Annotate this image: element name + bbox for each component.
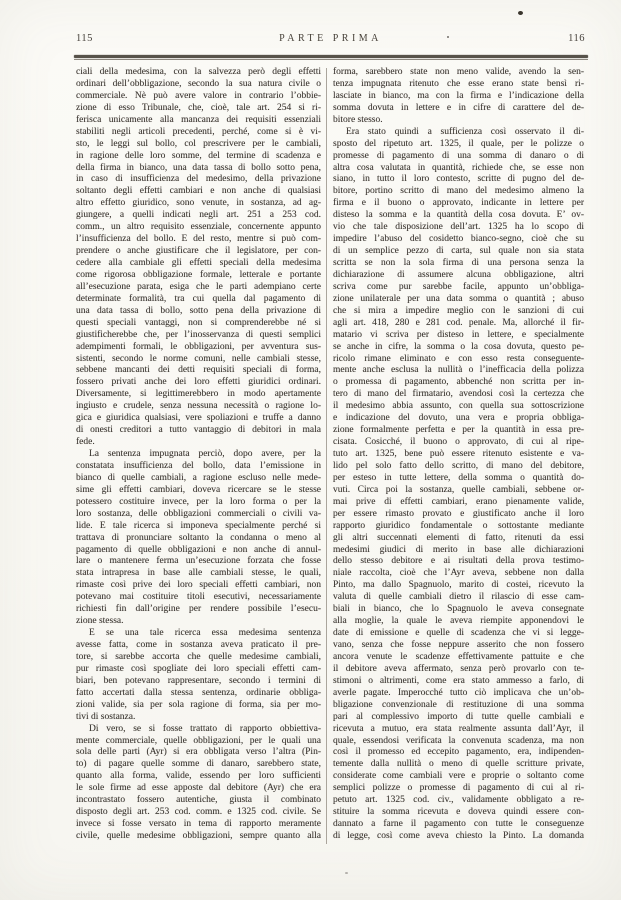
text-line: tivi di sostanza. bbox=[76, 711, 136, 722]
text-line: sola delle parti (Ayr) si era obbligata verso l’altra (Pin- bbox=[76, 747, 321, 758]
text-line: altra cosa valutata in quantità, richiede che, se esse non bbox=[333, 162, 584, 173]
text-line: rapporto giuridico fondamentale o sottostante mediante bbox=[333, 520, 584, 531]
text-line: determinate formalità, tra cui quella dal pagamento di bbox=[76, 293, 321, 304]
text-line: ricolo rimane eliminato e con esso resta conseguente- bbox=[333, 353, 584, 364]
text-line: averle pagate. Imperocché tutto ciò implicava che un’ob- bbox=[333, 687, 584, 698]
text-line: trattava di pronunciare soltanto la condanna o meno al bbox=[76, 532, 321, 543]
column-divider-rule bbox=[326, 68, 327, 844]
text-line: se anche in cifre, la somma o la cosa dovuta, questo pe- bbox=[333, 341, 584, 352]
text-line: avesse fatta, come in sostanza aveva praticato il pre- bbox=[76, 640, 321, 650]
text-line: disteso la somma e la quantità della cosa dovuta. E’ ov- bbox=[333, 210, 584, 221]
text-line: e indicazione del dovuto, una vera e propria obbliga- bbox=[333, 413, 584, 424]
ink-speck bbox=[345, 872, 348, 874]
text-line: di un semplice pezzo di carta, sul quale non sia stata bbox=[333, 246, 584, 257]
text-line: di onesti creditori a tutto vantaggio di debitori in mala bbox=[76, 425, 321, 436]
text-line: biali in bianco, che lo Spagnuolo le aveva consegnate bbox=[333, 604, 584, 615]
left-page-number: 115 bbox=[76, 33, 93, 44]
section-title: PARTE PRIMA bbox=[279, 33, 382, 44]
text-line: soltanto degli effetti cambiari e non anche di qualsiasi bbox=[76, 186, 321, 197]
text-line: Pinto, ma dallo Spagnuolo, marito di costei, ricevuto la bbox=[333, 580, 584, 591]
text-line: zione unilaterale per una data somma o quantità ; abuso bbox=[333, 293, 584, 304]
text-line: mai prive di effetti cambiari, erano pienamente valide, bbox=[333, 496, 584, 507]
text-line: mente anche esclusa la nullità o l’inefficacia della polizza bbox=[333, 365, 584, 376]
text-line: considerate come cambiali vere e proprie o soltanto come bbox=[333, 771, 584, 782]
text-line: civile, quelle medesime obbligazioni, sempre quanto alla bbox=[76, 831, 321, 841]
text-line: vano, senza che fosse neppure asserito che non fossero bbox=[333, 640, 584, 650]
text-line: gli altri succennati elementi di fatto, ritenuti da essi bbox=[333, 532, 584, 543]
text-line: promesse di pagamento di una somma di danaro o di bbox=[333, 150, 584, 161]
text-line: questi speciali vantaggi, non si comprenderebbe né si bbox=[76, 317, 321, 328]
text-line: tore, si sarebbe accorta che quelle medesime cambiali, bbox=[76, 651, 321, 662]
text-columns bbox=[76, 67, 585, 844]
text-line: stabiliti negli articoli precedenti, perché, come si è vi- bbox=[76, 126, 321, 137]
text-line: dannato a farne il pagamento con tutte le conseguenze bbox=[333, 819, 584, 830]
text-line: medesimi giudici di merito in base alle dichiarazioni bbox=[333, 544, 584, 555]
text-line: una data tassa di bollo, sotto pena della privazione di bbox=[76, 305, 321, 316]
text-line: gica e giuridica qualsiasi, vere spoliazioni e truffe a danno bbox=[76, 413, 321, 424]
text-line: loro sostanza, delle obbligazioni commerciali o civili va- bbox=[76, 508, 321, 519]
text-line: firma e il buono o approvato, indicante in lettere per bbox=[333, 198, 584, 209]
text-line: somma dovuta in lettere e in cifre di carattere del de- bbox=[333, 102, 584, 113]
page-header bbox=[76, 33, 585, 49]
text-line: per esteso in tutte lettere, della somma o quantità do- bbox=[333, 472, 584, 483]
right-text-column bbox=[333, 67, 584, 843]
text-line: alla moglie, la quale le aveva riempite apponendovi le bbox=[333, 616, 584, 627]
text-line: bitore, portino scritto di mano del medesimo almeno la bbox=[333, 186, 584, 197]
text-line: fossero privati anche dei loro effetti giuridici ordinari. bbox=[76, 377, 321, 388]
text-line: bitore stesso. bbox=[333, 114, 383, 125]
text-line: all’esecuzione parata, esiga che le parti adempiano certe bbox=[76, 281, 321, 292]
text-line: ordinari dell’obbligazione, secondo la sua natura civile o bbox=[76, 78, 321, 89]
text-line: sistenti, secondo le norme comuni, nelle cambiali stesse, bbox=[76, 353, 321, 364]
text-line: Diversamente, si legittimerebbero in modo apertamente bbox=[76, 389, 321, 400]
text-line: mente commerciale, quelle obbligazioni, per le quali una bbox=[76, 735, 321, 746]
text-line: in caso di insufficienza del medesimo, della privazione bbox=[76, 174, 321, 185]
text-line: rimaste così prive dei loro speciali effetti cambiari, non bbox=[76, 580, 321, 591]
text-line: date di emissione e quelle di scadenza che vi si legge- bbox=[333, 628, 584, 639]
text-line: l’insufficienza del bollo. E del resto, mentre si può com- bbox=[76, 234, 321, 245]
text-line: niale raccolta, cioè che l’Ayr aveva, sebbene non dalla bbox=[333, 568, 584, 579]
text-line: pari al complessivo importo di tutte quelle cambiali e bbox=[333, 711, 584, 722]
text-line: altro effetto giuridico, sono venute, in sostanza, ad ag- bbox=[76, 198, 321, 209]
header-rule bbox=[74, 55, 588, 60]
text-line: dichiarazione di assumere alcuna obbligazione, altri bbox=[333, 269, 584, 280]
text-line: sime gli effetti cambiari, doveva ricercare se le stesse bbox=[76, 484, 321, 495]
text-line: impedire l’abuso del cosidetto bianco-segno, cioè che su bbox=[333, 234, 584, 245]
text-line: potessero costituire invece, per la loro forma o per la bbox=[76, 496, 321, 507]
text-line: ingiusto e crudele, senza nessuna necessità o ragione lo- bbox=[76, 401, 321, 412]
text-line: temente dalla nullità o meno di quelle scritture private, bbox=[333, 759, 584, 770]
text-line: in ragione delle loro somme, del termine di scadenza e bbox=[76, 150, 321, 161]
text-line: giustificherebbe che, per l’inosservanza di questi semplici bbox=[76, 329, 321, 340]
text-line: zione stessa. bbox=[76, 616, 124, 627]
text-line: tenza impugnata ritenuto che esse erano state bensì ri- bbox=[333, 78, 584, 89]
text-line: sto, le leggi sul bollo, col prescrivere per le cambiali, bbox=[76, 138, 321, 149]
text-line: le sole firme ad esse apposte dal debitore (Ayr) che era bbox=[76, 783, 321, 794]
text-line: così il promesso ed eccepito pagamento, era, indipenden- bbox=[333, 747, 584, 758]
text-line: Di vero, se si fosse trattato di rapporto obbiettiva- bbox=[89, 723, 321, 734]
text-line: matario vi scriva per disteso in lettere, e specialmente bbox=[333, 329, 584, 340]
text-line: invece si fosse versato in tema di rapporto meramente bbox=[76, 819, 321, 830]
left-text-column bbox=[76, 67, 321, 843]
text-line: comm., un altro requisito essenziale, concernente appunto bbox=[76, 222, 321, 233]
text-line: fatto accertati dalla stessa sentenza, ordinarie obbliga- bbox=[76, 687, 321, 698]
text-line: di legge, così come aveva chiesto la Pinto. La domanda bbox=[333, 831, 584, 841]
text-line: zione formalmente perfetta e per la quantità in essa pre- bbox=[333, 425, 584, 436]
text-line: tuto art. 1325, bene può essere ritenuto esistente e va- bbox=[333, 449, 584, 459]
text-line: bligazione convenzionale di restituzione di una somma bbox=[333, 699, 584, 710]
text-line: lasciate in bianco, ma con la firma e l’indicazione della bbox=[333, 90, 584, 101]
text-line: zione di esso Tribunale, che, cioè, tale art. 254 si ri- bbox=[76, 102, 321, 113]
text-line: stimoni o altrimenti, come era stato ammesso a farlo, di bbox=[333, 675, 584, 686]
text-line: ciali della medesima, con la salvezza però degli effetti bbox=[76, 67, 321, 77]
text-line: tero di mano del firmatario, avendosi così la certezza che bbox=[333, 389, 584, 400]
text-line: prendere o anche giustificare che il legislatore, per con- bbox=[76, 246, 321, 257]
text-line: scritta se non la sola firma di una persona senza la bbox=[333, 258, 584, 268]
text-line: bianco di quelle cambiali, a ragione escluso nelle mede- bbox=[76, 472, 321, 483]
text-line: ferisca unicamente alla mancanza dei requisiti essenziali bbox=[76, 114, 321, 125]
text-line: constatata insufficienza del bollo, data l’emissione in bbox=[76, 460, 321, 471]
text-line: forma, sarebbero state non meno valide, avendo la sen- bbox=[333, 67, 584, 77]
text-line: ancora venute le scadenze effettivamente pattuite e che bbox=[333, 651, 584, 662]
text-line: commerciale. Nè può avere valore in contrario l’obbie- bbox=[76, 90, 321, 101]
text-line: quale, essendosi verificata la convenuta scadenza, ma non bbox=[333, 735, 584, 746]
text-line: lare o mantenere ferma un’esecuzione forzata che fosse bbox=[76, 556, 321, 567]
header-rule-thick bbox=[74, 55, 588, 58]
text-line: il medesimo abbia assunto, con quella sua sottoscrizione bbox=[333, 401, 584, 412]
text-line: agli art. 418, 280 e 281 cod. penale. Ma, allorché il fir- bbox=[333, 317, 584, 328]
right-page-number: 116 bbox=[568, 33, 585, 44]
text-line: cedere alla cambiale gli effetti speciali della medesima bbox=[76, 258, 321, 268]
text-line: o promessa di pagamento, abbenché non scritta per in- bbox=[333, 377, 584, 388]
text-line: ricevuta a mutuo, era stata realmente assunta dall’Ayr, il bbox=[333, 723, 584, 734]
text-line: fede. bbox=[76, 437, 95, 448]
text-line: lido pel solo fatto dello scritto, di mano del debitore, bbox=[333, 460, 584, 471]
text-line: come rigorosa obbligazione formale, letterale e portante bbox=[76, 269, 321, 280]
text-line: della firma in bianco, una data tassa di bollo sotto pena, bbox=[76, 162, 321, 173]
text-line: il debitore aveva affermato, senza però provarlo con te- bbox=[333, 663, 584, 674]
ink-speck bbox=[518, 11, 523, 15]
text-line: sposto del ripetuto art. 1325, il quale, per le polizze o bbox=[333, 138, 584, 149]
text-line: cisata. Cosicché, il buono o approvato, di cui al ripe- bbox=[333, 437, 584, 448]
text-line: potevano mai costituire titoli esecutivi, necessariamente bbox=[76, 592, 321, 603]
text-line: dello stesso debitore e ai risultati della prova testimo- bbox=[333, 556, 584, 567]
text-line: lide. E tale ricerca si imponeva specialmente perché si bbox=[76, 520, 321, 531]
text-line: zioni valide, sia per sola ragione di forma, sia per mo- bbox=[76, 699, 321, 710]
text-line: sebbene mancanti dei detti requisiti speciali di forma, bbox=[76, 365, 321, 376]
text-line: richiesti fin dall’origine per rendere possibile l’esecu- bbox=[76, 604, 321, 615]
text-line: giungere, a quelli indicati negli art. 251 a 253 cod. bbox=[76, 210, 321, 221]
text-line: adempimenti formali, le obbligazioni, per avventura sus- bbox=[76, 341, 321, 352]
text-line: siano, in tutto il loro contesto, scritte di pugno del de- bbox=[333, 174, 584, 185]
text-line: stituire la somma ricevuta e doveva quindi essere con- bbox=[333, 807, 584, 818]
text-line: per essere rimasto provato e giustificato anche il loro bbox=[333, 508, 584, 519]
text-line: Era stato quindi a sufficienza così osservato il di- bbox=[346, 126, 584, 137]
text-line: vio che tale disposizione dell’art. 1325 ha lo scopo di bbox=[333, 222, 584, 233]
text-line: vuti. Circa poi la sostanza, quelle cambiali, sebbene or- bbox=[333, 484, 584, 495]
header-rule-thin bbox=[74, 59, 588, 60]
text-line: stata intrapresa in base alle cambiali stesse, le quali, bbox=[76, 568, 321, 579]
text-line: to) di pagare quelle somme di danaro, sarebbero state, bbox=[76, 759, 321, 770]
text-line: valuta di quelle cambiali dietro il rilascio di esse cam- bbox=[333, 592, 584, 603]
text-line: biari, ben potevano rappresentare, secondo i termini di bbox=[76, 675, 321, 686]
text-line: che si mira a impedire meglio con le sanzioni di cui bbox=[333, 305, 584, 316]
text-line: incontrastato fossero autentiche, giusta il combinato bbox=[76, 795, 321, 806]
text-line: E se una tale ricerca essa medesima sentenza bbox=[89, 628, 321, 639]
text-line: pagamento di quelle obbligazioni e non anche di annul- bbox=[76, 544, 321, 555]
text-line: pur rimaste così spogliate dei loro speciali effetti cam- bbox=[76, 663, 321, 674]
text-line: disposto degli art. 253 cod. comm. e 1325 cod. civile. Se bbox=[76, 807, 321, 818]
text-line: petuto art. 1325 cod. civ., validamente obbligato a re- bbox=[333, 795, 584, 806]
text-line: La sentenza impugnata perciò, dopo avere, per la bbox=[89, 449, 321, 459]
text-line: quanto alla forma, valide, essendo per loro sufficienti bbox=[76, 771, 321, 782]
text-line: semplici polizze o promesse di pagamento di cui al ri- bbox=[333, 783, 584, 794]
ink-speck bbox=[447, 36, 449, 38]
text-line: scriva come pur sarebbe facile, appunto un’obbliga- bbox=[333, 281, 584, 292]
